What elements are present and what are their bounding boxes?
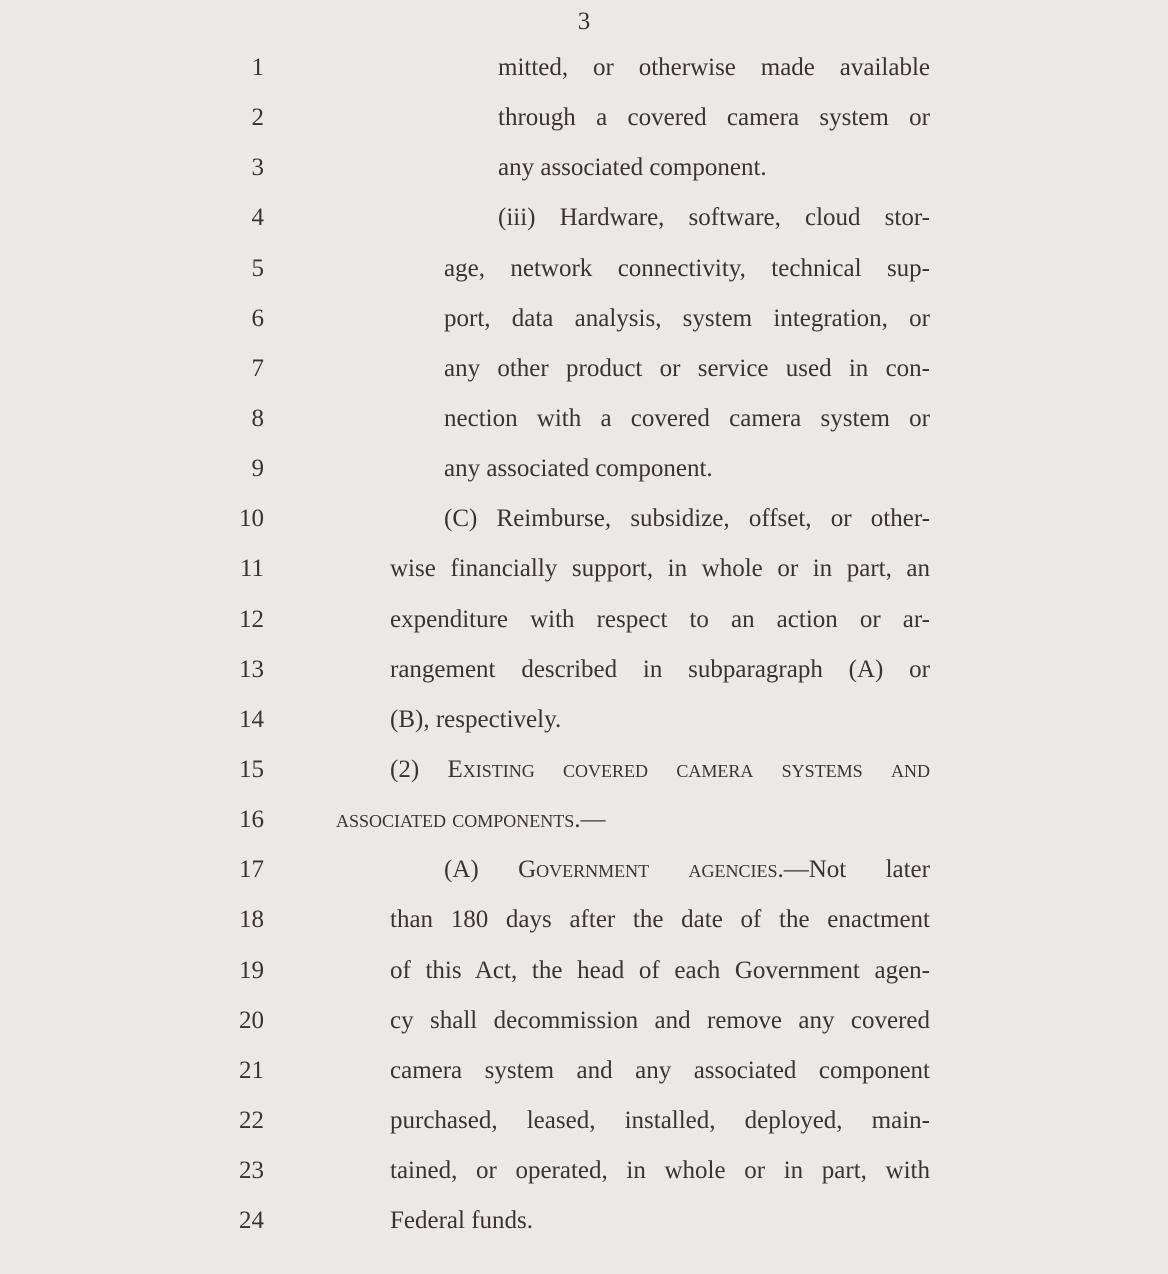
- line-text: (C) Reimburse, subsidize, offset, or other-: [444, 505, 930, 532]
- subparagraph-heading: Government agencies.: [518, 856, 784, 883]
- line-18: [0, 905, 1168, 955]
- line-20: [0, 1006, 1168, 1056]
- line-13: [0, 655, 1168, 705]
- line-number: 16: [239, 806, 264, 833]
- line-text: cy shall decommission and remove any covered: [390, 1007, 930, 1034]
- line-2: [0, 103, 1168, 153]
- line-number: 24: [239, 1207, 264, 1234]
- line-number: 3: [251, 154, 264, 181]
- line-number: 18: [239, 906, 264, 933]
- line-text: mitted, or otherwise made available: [498, 54, 930, 81]
- line-number: 2: [251, 104, 264, 131]
- line-number: 7: [251, 355, 264, 382]
- line-text: Federal funds.: [390, 1207, 534, 1234]
- line-text: expenditure with respect to an action or ar-: [390, 606, 930, 633]
- line-text: port, data analysis, system integration, or: [444, 305, 930, 332]
- line-number: 14: [239, 706, 264, 733]
- line-text: any other product or service used in con-: [444, 355, 930, 382]
- line-number: 23: [239, 1157, 264, 1184]
- line-text: tained, or operated, in whole or in part, with: [390, 1157, 930, 1184]
- line-14: [0, 705, 1168, 755]
- heading-dash: —: [580, 806, 606, 833]
- line-text: rangement described in subparagraph (A) or: [390, 656, 930, 683]
- subparagraph-designator: (A): [444, 856, 519, 883]
- line-6: [0, 304, 1168, 354]
- line-number: 19: [239, 957, 264, 984]
- line-number: 8: [251, 405, 264, 432]
- line-text: any associated component.: [444, 455, 713, 482]
- line-7: [0, 354, 1168, 404]
- line-text: any associated component.: [498, 154, 767, 181]
- line-text: than 180 days after the date of the enactment: [390, 906, 930, 933]
- line-number: 15: [239, 756, 264, 783]
- paragraph-designator: (2): [390, 756, 448, 783]
- line-21: [0, 1056, 1168, 1106]
- line-8: [0, 404, 1168, 454]
- line-22: [0, 1106, 1168, 1156]
- line-text: [336, 805, 606, 835]
- line-text: camera system and any associated component: [390, 1057, 930, 1084]
- line-4: [0, 203, 1168, 253]
- line-text: nection with a covered camera system or: [444, 405, 930, 432]
- line-11: [0, 554, 1168, 604]
- line-1: [0, 53, 1168, 103]
- paragraph-heading: associated components.: [336, 806, 581, 833]
- line-16: [0, 805, 1168, 855]
- line-number: 12: [239, 606, 264, 633]
- line-text: of this Act, the head of each Government agen-: [390, 957, 930, 984]
- line-number: 9: [251, 455, 264, 482]
- line-text: age, network connectivity, technical sup-: [444, 255, 930, 282]
- line-5: [0, 254, 1168, 304]
- line-15: [0, 755, 1168, 805]
- line-24: [0, 1206, 1168, 1256]
- line-17: [0, 855, 1168, 905]
- line-10: [0, 504, 1168, 554]
- line-19: [0, 956, 1168, 1006]
- line-text: (B), respectively.: [390, 706, 562, 733]
- line-number: 21: [239, 1057, 264, 1084]
- line-text: wise financially support, in whole or in part, an: [390, 555, 930, 582]
- line-number: 13: [239, 656, 264, 683]
- line-text: purchased, leased, installed, deployed, main-: [390, 1107, 930, 1134]
- line-text-rest: —Not later: [783, 856, 930, 883]
- line-9: [0, 454, 1168, 504]
- line-number: 6: [251, 305, 264, 332]
- line-12: [0, 605, 1168, 655]
- line-number: 1: [251, 54, 264, 81]
- line-number: 5: [251, 255, 264, 282]
- paragraph-heading: Existing covered camera systems and: [447, 756, 931, 783]
- page-number: 3: [577, 8, 591, 35]
- line-text: through a covered camera system or: [498, 104, 930, 131]
- line-3: [0, 153, 1168, 203]
- line-23: [0, 1156, 1168, 1206]
- line-number: 22: [239, 1107, 264, 1134]
- line-text: (iii) Hardware, software, cloud stor-: [498, 204, 930, 231]
- line-number: 20: [239, 1007, 264, 1034]
- line-number: 11: [239, 555, 264, 582]
- line-text: [444, 855, 930, 885]
- line-number: 4: [251, 204, 264, 231]
- line-number: 10: [239, 505, 264, 532]
- line-number: 17: [239, 856, 264, 883]
- line-text: [390, 755, 930, 785]
